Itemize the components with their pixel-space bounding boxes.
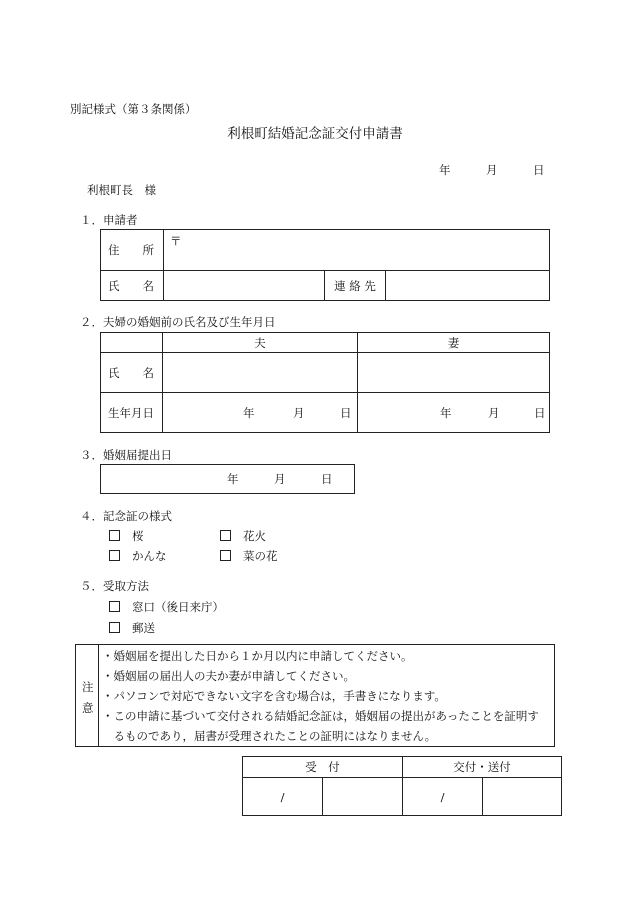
husband-dob-field[interactable] — [163, 393, 358, 433]
office-use-table — [242, 756, 562, 816]
wife-header: 妻 — [358, 333, 550, 353]
husband-name-field[interactable] — [163, 353, 358, 393]
wife-name-field[interactable] — [358, 353, 550, 393]
checkbox-icon[interactable] — [109, 530, 120, 541]
marriage-date-day: 日 — [321, 472, 333, 486]
notes-label-cell — [76, 645, 99, 746]
receipt-option-mail[interactable]: 郵送 — [109, 620, 155, 636]
note-item: ・この申請に基づいて交付される結婚記念証は，婚姻届の提出があったことを証明す — [102, 709, 539, 723]
applicant-name-label: 氏 名 — [101, 271, 164, 301]
style-option-kanna[interactable]: かんな — [109, 548, 167, 564]
section-marriage-date-heading: ３．婚姻届提出日 — [80, 448, 172, 462]
checkbox-icon[interactable] — [109, 601, 120, 612]
notes-label-2: 意 — [82, 701, 94, 715]
notes-list — [102, 646, 539, 746]
issued-sent-header: 交付・送付 — [403, 757, 562, 778]
marriage-date-field[interactable] — [100, 464, 355, 494]
wife-dob-day: 日 — [534, 405, 546, 420]
section-certificate-style-heading: ４．記念証の様式 — [80, 509, 172, 523]
slash-mark: / — [280, 789, 285, 804]
husband-dob-month: 月 — [293, 405, 305, 420]
applicant-table — [100, 229, 550, 301]
husband-dob-day: 日 — [340, 405, 352, 420]
style-option-sakura[interactable]: 桜 — [109, 528, 144, 544]
note-item: ・婚姻届を提出した日から１か月以内に申請してください。 — [102, 649, 413, 663]
couple-header-blank — [101, 333, 163, 353]
wife-dob-field[interactable] — [358, 393, 550, 433]
husband-header: 夫 — [163, 333, 358, 353]
checkbox-icon[interactable] — [109, 622, 120, 633]
date-year-label: 年 — [439, 163, 451, 177]
address-field[interactable] — [164, 230, 550, 271]
checkbox-icon[interactable] — [109, 550, 120, 561]
issued-date-cell[interactable] — [403, 778, 483, 816]
wife-dob-month: 月 — [488, 405, 500, 420]
form-reference: 別記様式（第３条関係） — [70, 102, 197, 116]
style-option-hanabi[interactable]: 花火 — [220, 528, 266, 544]
notes-label-1: 注 — [82, 680, 94, 694]
slash-mark: / — [440, 789, 445, 804]
date-month-label: 月 — [486, 163, 498, 177]
receipt-option-counter[interactable]: 窓口（後日来庁） — [109, 599, 224, 615]
couple-dob-label: 生年月日 — [101, 393, 163, 433]
style-option-nanohana[interactable]: 菜の花 — [220, 548, 278, 564]
received-stamp-cell[interactable] — [323, 778, 403, 816]
checkbox-icon[interactable] — [220, 550, 231, 561]
marriage-date-month: 月 — [274, 472, 286, 486]
received-date-cell[interactable] — [243, 778, 323, 816]
section-couple-heading: ２．夫婦の婚姻前の氏名及び生年月日 — [80, 315, 276, 329]
checkbox-icon[interactable] — [220, 530, 231, 541]
couple-table — [100, 332, 550, 433]
postal-mark: 〒 — [170, 234, 182, 248]
issued-stamp-cell[interactable] — [483, 778, 562, 816]
wife-dob-year: 年 — [440, 405, 452, 420]
contact-field[interactable] — [386, 271, 550, 301]
received-header: 受 付 — [243, 757, 403, 778]
addressee: 利根町長 様 — [87, 183, 156, 197]
husband-dob-year: 年 — [243, 405, 255, 420]
date-day-label: 日 — [533, 163, 545, 177]
note-item: ・パソコンで対応できない文字を含む場合は，手書きになります。 — [102, 689, 446, 703]
applicant-name-field[interactable] — [164, 271, 325, 301]
section-applicant-heading: １．申請者 — [80, 213, 138, 227]
couple-name-label: 氏 名 — [101, 353, 163, 393]
section-receipt-method-heading: ５．受取方法 — [80, 579, 149, 593]
page-title: 利根町結婚記念証交付申請書 — [227, 126, 403, 142]
marriage-date-year: 年 — [227, 472, 239, 486]
address-label: 住 所 — [101, 230, 164, 271]
contact-label: 連 絡 先 — [325, 271, 386, 301]
note-item: ・婚姻届の届出人の夫か妻が申請してください。 — [102, 669, 355, 683]
note-item: るものであり，届書が受理されたことの証明にはなりません。 — [102, 729, 437, 743]
notes-box — [75, 644, 555, 747]
